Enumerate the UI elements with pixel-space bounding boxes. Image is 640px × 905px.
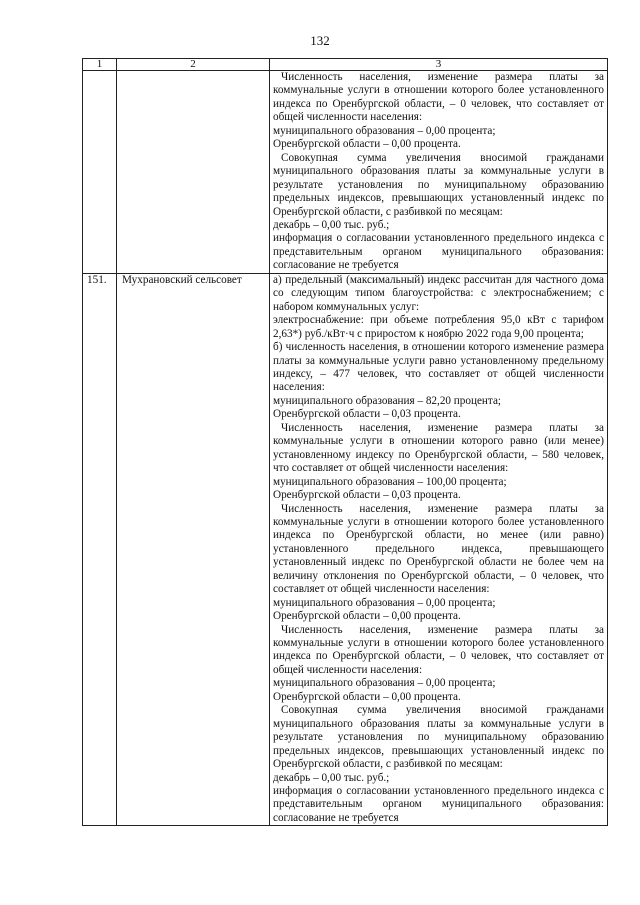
paragraph: Численность населения, изменение размера платы за коммунальные услуги в отношении которого более установленного индекса по Оренбургской области, – 0 человек, что составляет от общей численности населения: bbox=[273, 623, 604, 676]
paragraph: декабрь – 0,00 тыс. руб.; bbox=[273, 218, 390, 231]
paragraph: Совокупная сумма увеличения вносимой гражданами муниципального образования платы за коммунальные услуги в результате установления по муниципальному образованию предельных индексов, превышающих установленный индекс по Оренбургской области, с разбивкой по месяцам: bbox=[273, 704, 604, 771]
paragraph: информация о согласовании установленного предельного индекса с представительным органом муниципального образования: согласование не требуется bbox=[273, 232, 604, 272]
row-number-cell: 151. bbox=[83, 273, 117, 826]
paragraph: Оренбургской области – 0,00 процента. bbox=[273, 138, 461, 151]
index-table bbox=[82, 58, 608, 826]
paragraph: муниципального образования – 0,00 процента; bbox=[273, 596, 496, 609]
paragraph: Численность населения, изменение размера платы за коммунальные услуги в отношении которого равно (или менее) установленному индексу по Оренбургской области, – 580 человек, что составляет от общей численности населения: bbox=[273, 421, 604, 475]
row-name-cell bbox=[117, 71, 270, 274]
paragraph: Оренбургской области – 0,03 процента. bbox=[273, 408, 461, 421]
header-col-2: 2 bbox=[117, 59, 270, 71]
row-description-cell bbox=[270, 71, 608, 274]
row-number-cell bbox=[83, 71, 117, 274]
paragraph: Численность населения, изменение размера платы за коммунальные услуги в отношении которого более установленного индекса по Оренбургской области, – 0 человек, что составляет от общей численности населения: bbox=[273, 71, 604, 124]
paragraph: электроснабжение: при объеме потребления 95,0 кВт с тарифом 2,63*) руб./кВт·ч с приростом к ноябрю 2022 года 9,00 процента; bbox=[273, 314, 604, 340]
paragraph: муниципального образования – 0,00 процента; bbox=[273, 124, 496, 137]
table-header-row bbox=[83, 59, 608, 71]
paragraph: Численность населения, изменение размера платы за коммунальные услуги в отношении которого более установленного индекса по Оренбургской области, но менее (или равно) установленного предельного индекса, превышающего установленный индекс по Оренбургской области не более чем на величину отклонения по Оренбургской области, – 0 человек, что составляет от общей численности населения: bbox=[273, 502, 604, 596]
header-col-1: 1 bbox=[83, 59, 117, 71]
paragraph: а) предельный (максимальный) индекс рассчитан для частного дома со следующим типом благоустройства: с электроснабжением; с набором коммунальных услуг: bbox=[273, 273, 604, 313]
paragraph: декабрь – 0,00 тыс. руб.; bbox=[273, 771, 390, 784]
page-number: 132 bbox=[310, 33, 330, 48]
row-name-cell: Мухрановский сельсовет bbox=[117, 273, 270, 826]
paragraph: Оренбургской области – 0,03 процента. bbox=[273, 489, 461, 502]
paragraph: информация о согласовании установленного предельного индекса с представительным органом муниципального образования: согласование не требуется bbox=[273, 785, 604, 824]
paragraph: б) численность населения, в отношении которого изменение размера платы за коммунальные услуги равно установленному предельному индексу, – 477 человек, что составляет от общей численности населения: bbox=[273, 341, 604, 394]
header-col-3: 3 bbox=[270, 59, 608, 71]
paragraph: Совокупная сумма увеличения вносимой гражданами муниципального образования платы за коммунальные услуги в результате установления по муниципальному образованию предельных индексов, превышающих установленный индекс по Оренбургской области, с разбивкой по месяцам: bbox=[273, 151, 604, 218]
row-description-cell bbox=[270, 273, 608, 826]
paragraph: муниципального образования – 82,20 процента; bbox=[273, 394, 502, 407]
paragraph: муниципального образования – 100,00 процента; bbox=[273, 475, 507, 488]
paragraph: муниципального образования – 0,00 процента; bbox=[273, 677, 496, 690]
paragraph: Оренбургской области – 0,00 процента. bbox=[273, 690, 461, 703]
table-row bbox=[83, 273, 608, 826]
paragraph: Оренбургской области – 0,00 процента. bbox=[273, 610, 461, 623]
table-row bbox=[83, 71, 608, 274]
